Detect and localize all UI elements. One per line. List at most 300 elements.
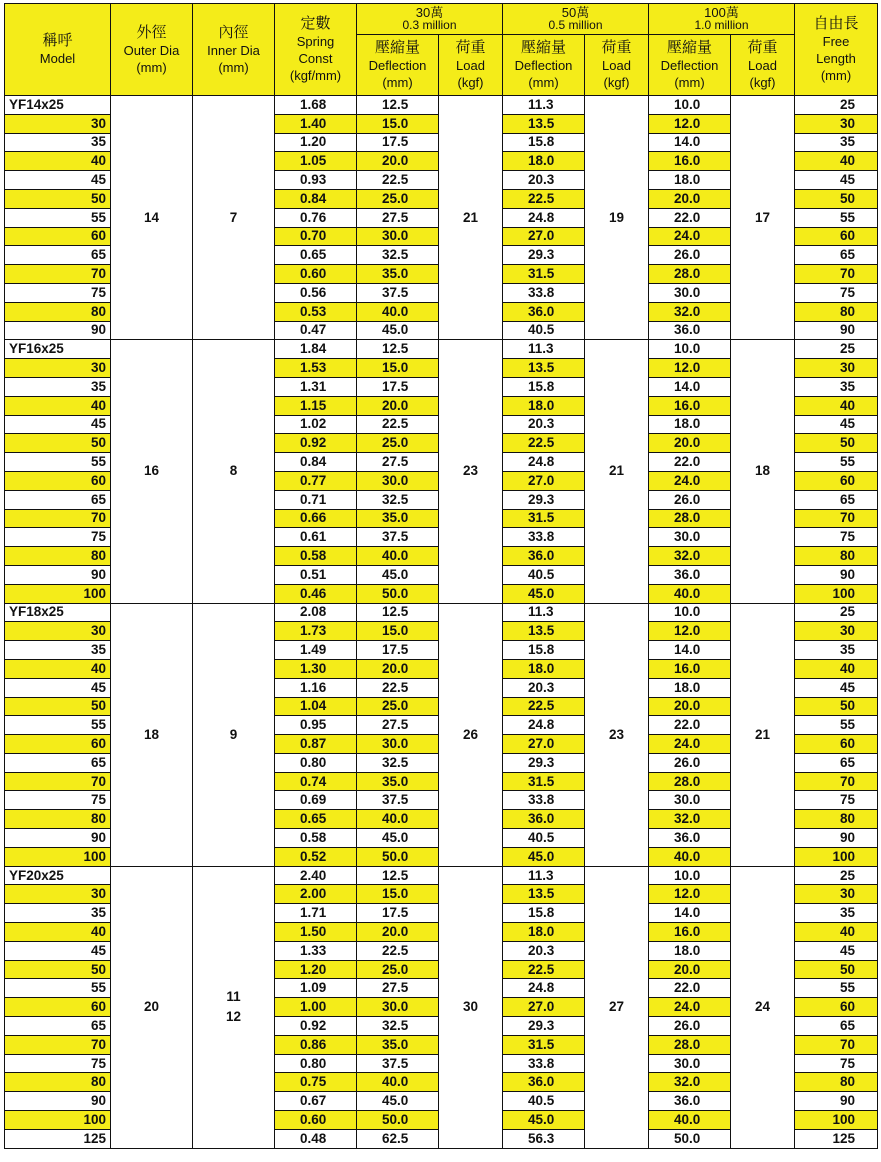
deflection-0.3m-cell: 40.0 [357,302,439,321]
deflection-0.3m-cell: 45.0 [357,829,439,848]
deflection-0.5m-cell: 29.3 [503,246,585,265]
model-cell: 100 [5,847,111,866]
deflection-0.5m-cell: 45.0 [503,847,585,866]
spring-const-cell: 1.02 [275,415,357,434]
load-1.0m-cell: 21 [731,603,795,866]
deflection-0.5m-cell: 31.5 [503,772,585,791]
deflection-0.5m-cell: 11.3 [503,96,585,115]
deflection-0.5m-cell: 13.5 [503,622,585,641]
model-cell: 90 [5,321,111,340]
deflection-0.3m-cell: 37.5 [357,791,439,810]
table-row [5,96,878,115]
deflection-1.0m-cell: 36.0 [649,321,731,340]
deflection-1.0m-cell: 28.0 [649,509,731,528]
outer-dia-cell: 16 [111,340,193,603]
deflection-0.5m-cell: 18.0 [503,923,585,942]
deflection-1.0m-cell: 36.0 [649,565,731,584]
deflection-0.3m-cell: 35.0 [357,772,439,791]
deflection-0.5m-cell: 31.5 [503,1035,585,1054]
deflection-0.3m-cell: 40.0 [357,547,439,566]
free-length-cell: 40 [795,923,878,942]
model-cell: 55 [5,716,111,735]
model-cell: 60 [5,735,111,754]
free-length-cell: 40 [795,659,878,678]
model-cell: 30 [5,359,111,378]
deflection-0.3m-cell: 22.5 [357,415,439,434]
free-length-cell: 30 [795,622,878,641]
deflection-1.0m-cell: 26.0 [649,753,731,772]
free-length-cell: 55 [795,453,878,472]
load-0.3m-cell: 26 [439,603,503,866]
spring-const-cell: 0.84 [275,189,357,208]
load-1.0m-cell: 17 [731,96,795,340]
model-cell: 30 [5,885,111,904]
spring-const-cell: 0.70 [275,227,357,246]
free-length-cell: 75 [795,791,878,810]
model-cell: 75 [5,1054,111,1073]
deflection-0.5m-cell: 22.5 [503,434,585,453]
deflection-0.3m-cell: 40.0 [357,1073,439,1092]
deflection-0.3m-cell: 30.0 [357,998,439,1017]
free-length-cell: 65 [795,1017,878,1036]
deflection-0.3m-cell: 32.5 [357,490,439,509]
free-length-cell: 55 [795,716,878,735]
spring-const-cell: 0.95 [275,716,357,735]
model-cell: 50 [5,960,111,979]
free-length-cell: 30 [795,114,878,133]
deflection-1.0m-cell: 10.0 [649,340,731,359]
free-length-cell: 80 [795,1073,878,1092]
free-length-cell: 35 [795,904,878,923]
free-length-cell: 50 [795,189,878,208]
spring-spec-sheet [4,3,877,1149]
deflection-1.0m-cell: 14.0 [649,133,731,152]
inner-dia-cell [193,866,275,1148]
deflection-1.0m-cell: 50.0 [649,1129,731,1148]
deflection-0.5m-cell: 40.5 [503,1092,585,1111]
deflection-0.5m-cell: 13.5 [503,359,585,378]
spring-const-cell: 0.53 [275,302,357,321]
model-cell: 35 [5,904,111,923]
deflection-0.5m-cell: 24.8 [503,208,585,227]
deflection-0.3m-cell: 45.0 [357,1092,439,1111]
deflection-1.0m-cell: 24.0 [649,471,731,490]
model-cell: 50 [5,697,111,716]
deflection-1.0m-cell: 16.0 [649,396,731,415]
deflection-0.5m-cell: 31.5 [503,265,585,284]
deflection-0.3m-cell: 15.0 [357,622,439,641]
outer-dia-cell: 18 [111,603,193,866]
model-cell: YF20x25 [5,866,111,885]
deflection-0.5m-cell: 33.8 [503,791,585,810]
free-length-cell: 125 [795,1129,878,1148]
model-cell: 70 [5,772,111,791]
header-deflection: 壓縮量 Deflection (mm) [357,35,439,96]
spring-const-cell: 1.00 [275,998,357,1017]
model-cell: 125 [5,1129,111,1148]
header-condition-0.5-million: 50萬 0.5 million [503,4,649,35]
spring-const-cell: 2.40 [275,866,357,885]
deflection-0.3m-cell: 45.0 [357,321,439,340]
free-length-cell: 25 [795,96,878,115]
spring-const-cell: 2.08 [275,603,357,622]
deflection-0.3m-cell: 37.5 [357,283,439,302]
model-cell: 100 [5,1111,111,1130]
model-cell: 60 [5,998,111,1017]
load-1.0m-cell: 24 [731,866,795,1148]
spring-const-cell: 0.60 [275,265,357,284]
header-outer-dia: 外徑 Outer Dia (mm) [111,4,193,96]
deflection-1.0m-cell: 26.0 [649,490,731,509]
deflection-0.3m-cell: 35.0 [357,509,439,528]
free-length-cell: 45 [795,678,878,697]
load-0.5m-cell: 19 [585,96,649,340]
deflection-1.0m-cell: 26.0 [649,1017,731,1036]
spring-const-cell: 1.68 [275,96,357,115]
header-condition-1.0-million: 100萬 1.0 million [649,4,795,35]
deflection-1.0m-cell: 32.0 [649,302,731,321]
deflection-0.3m-cell: 35.0 [357,1035,439,1054]
model-cell: 80 [5,810,111,829]
header-spring-const: 定數 Spring Const (kgf/mm) [275,4,357,96]
load-0.5m-cell: 23 [585,603,649,866]
free-length-cell: 90 [795,565,878,584]
deflection-1.0m-cell: 30.0 [649,528,731,547]
deflection-0.5m-cell: 36.0 [503,1073,585,1092]
deflection-1.0m-cell: 24.0 [649,735,731,754]
model-cell: 75 [5,528,111,547]
model-cell: 50 [5,189,111,208]
deflection-1.0m-cell: 12.0 [649,622,731,641]
free-length-cell: 40 [795,152,878,171]
deflection-0.3m-cell: 15.0 [357,885,439,904]
deflection-0.5m-cell: 11.3 [503,603,585,622]
free-length-cell: 80 [795,547,878,566]
deflection-0.3m-cell: 15.0 [357,114,439,133]
spring-const-cell: 1.73 [275,622,357,641]
inner-dia-value: 9 [229,726,238,742]
deflection-0.5m-cell: 56.3 [503,1129,585,1148]
model-cell: 65 [5,1017,111,1036]
deflection-1.0m-cell: 22.0 [649,716,731,735]
free-length-cell: 60 [795,998,878,1017]
inner-dia-value: 8 [229,463,238,479]
deflection-0.5m-cell: 24.8 [503,716,585,735]
header-condition-0.3-million: 30萬 0.3 million [357,4,503,35]
spring-const-cell: 0.92 [275,1017,357,1036]
model-cell: 45 [5,171,111,190]
model-cell: 90 [5,829,111,848]
deflection-0.5m-cell: 20.3 [503,415,585,434]
free-length-cell: 50 [795,434,878,453]
deflection-1.0m-cell: 28.0 [649,1035,731,1054]
deflection-0.3m-cell: 27.5 [357,453,439,472]
spring-const-cell: 0.58 [275,829,357,848]
deflection-0.3m-cell: 12.5 [357,866,439,885]
deflection-1.0m-cell: 12.0 [649,359,731,378]
load-0.3m-cell: 21 [439,96,503,340]
inner-dia-cell [193,340,275,603]
deflection-1.0m-cell: 40.0 [649,847,731,866]
spring-const-cell: 0.87 [275,735,357,754]
deflection-1.0m-cell: 16.0 [649,659,731,678]
spring-const-cell: 0.74 [275,772,357,791]
free-length-cell: 45 [795,415,878,434]
model-cell: 90 [5,1092,111,1111]
table-row [5,866,878,885]
deflection-0.3m-cell: 17.5 [357,377,439,396]
inner-dia-value: 12 [225,1009,242,1025]
deflection-1.0m-cell: 36.0 [649,829,731,848]
free-length-cell: 100 [795,1111,878,1130]
spring-const-cell: 0.48 [275,1129,357,1148]
outer-dia-cell: 14 [111,96,193,340]
spring-const-cell: 0.60 [275,1111,357,1130]
free-length-cell: 65 [795,490,878,509]
spring-const-cell: 1.05 [275,152,357,171]
free-length-cell: 25 [795,340,878,359]
model-cell: 55 [5,453,111,472]
deflection-1.0m-cell: 24.0 [649,227,731,246]
model-cell: 40 [5,152,111,171]
deflection-1.0m-cell: 12.0 [649,114,731,133]
deflection-1.0m-cell: 32.0 [649,547,731,566]
model-cell: 40 [5,396,111,415]
spring-const-cell: 0.77 [275,471,357,490]
spring-const-cell: 1.53 [275,359,357,378]
spring-const-cell: 0.84 [275,453,357,472]
deflection-0.3m-cell: 25.0 [357,960,439,979]
model-cell: 65 [5,246,111,265]
deflection-0.5m-cell: 24.8 [503,453,585,472]
spring-const-cell: 1.09 [275,979,357,998]
spring-const-cell: 1.15 [275,396,357,415]
free-length-cell: 40 [795,396,878,415]
deflection-0.3m-cell: 37.5 [357,528,439,547]
deflection-0.3m-cell: 30.0 [357,227,439,246]
spring-const-cell: 0.51 [275,565,357,584]
deflection-0.5m-cell: 33.8 [503,1054,585,1073]
deflection-1.0m-cell: 22.0 [649,208,731,227]
deflection-0.5m-cell: 33.8 [503,528,585,547]
spring-const-cell: 0.65 [275,246,357,265]
deflection-1.0m-cell: 24.0 [649,998,731,1017]
deflection-0.5m-cell: 29.3 [503,753,585,772]
model-cell: 65 [5,753,111,772]
model-cell: 35 [5,133,111,152]
spring-const-cell: 0.47 [275,321,357,340]
deflection-0.5m-cell: 15.8 [503,377,585,396]
table-row [5,340,878,359]
free-length-cell: 30 [795,359,878,378]
model-cell: 55 [5,208,111,227]
header-deflection: 壓縮量 Deflection (mm) [503,35,585,96]
deflection-0.3m-cell: 20.0 [357,152,439,171]
spring-const-cell: 1.50 [275,923,357,942]
model-cell: 80 [5,547,111,566]
deflection-0.5m-cell: 18.0 [503,659,585,678]
free-length-cell: 75 [795,528,878,547]
deflection-0.3m-cell: 17.5 [357,133,439,152]
spring-const-cell: 0.46 [275,584,357,603]
model-cell: 75 [5,791,111,810]
free-length-cell: 45 [795,941,878,960]
free-length-cell: 55 [795,208,878,227]
model-cell: 45 [5,678,111,697]
header-load: 荷重 Load (kgf) [731,35,795,96]
load-0.5m-cell: 27 [585,866,649,1148]
spring-const-cell: 0.80 [275,1054,357,1073]
deflection-0.5m-cell: 33.8 [503,283,585,302]
free-length-cell: 65 [795,246,878,265]
free-length-cell: 75 [795,283,878,302]
deflection-0.3m-cell: 22.5 [357,678,439,697]
free-length-cell: 90 [795,321,878,340]
deflection-1.0m-cell: 18.0 [649,171,731,190]
free-length-cell: 100 [795,584,878,603]
deflection-1.0m-cell: 20.0 [649,960,731,979]
model-cell: 70 [5,509,111,528]
deflection-1.0m-cell: 30.0 [649,283,731,302]
deflection-1.0m-cell: 16.0 [649,923,731,942]
load-0.3m-cell: 30 [439,866,503,1148]
free-length-cell: 25 [795,866,878,885]
deflection-0.5m-cell: 20.3 [503,171,585,190]
deflection-0.3m-cell: 20.0 [357,659,439,678]
deflection-0.5m-cell: 29.3 [503,1017,585,1036]
spring-const-cell: 1.30 [275,659,357,678]
free-length-cell: 80 [795,810,878,829]
deflection-0.3m-cell: 35.0 [357,265,439,284]
free-length-cell: 50 [795,697,878,716]
free-length-cell: 60 [795,471,878,490]
spring-const-cell: 0.56 [275,283,357,302]
deflection-0.3m-cell: 27.5 [357,979,439,998]
free-length-cell: 25 [795,603,878,622]
spring-const-cell: 0.71 [275,490,357,509]
model-cell: 70 [5,1035,111,1054]
model-cell: 75 [5,283,111,302]
deflection-1.0m-cell: 22.0 [649,453,731,472]
spring-const-cell: 0.65 [275,810,357,829]
free-length-cell: 50 [795,960,878,979]
deflection-0.5m-cell: 40.5 [503,321,585,340]
deflection-1.0m-cell: 28.0 [649,772,731,791]
deflection-1.0m-cell: 20.0 [649,434,731,453]
free-length-cell: 60 [795,227,878,246]
deflection-1.0m-cell: 36.0 [649,1092,731,1111]
spring-const-cell: 1.49 [275,641,357,660]
free-length-cell: 70 [795,265,878,284]
deflection-0.5m-cell: 27.0 [503,227,585,246]
deflection-1.0m-cell: 10.0 [649,603,731,622]
deflection-0.3m-cell: 62.5 [357,1129,439,1148]
spring-const-cell: 0.61 [275,528,357,547]
free-length-cell: 35 [795,133,878,152]
spring-const-cell: 1.84 [275,340,357,359]
deflection-1.0m-cell: 18.0 [649,415,731,434]
model-cell: 65 [5,490,111,509]
deflection-1.0m-cell: 14.0 [649,641,731,660]
model-cell: 30 [5,622,111,641]
deflection-0.5m-cell: 29.3 [503,490,585,509]
free-length-cell: 80 [795,302,878,321]
deflection-1.0m-cell: 18.0 [649,678,731,697]
model-cell: 55 [5,979,111,998]
deflection-1.0m-cell: 10.0 [649,96,731,115]
model-cell: 100 [5,584,111,603]
table-header [5,4,878,96]
deflection-0.3m-cell: 40.0 [357,810,439,829]
spring-const-cell: 0.67 [275,1092,357,1111]
deflection-0.3m-cell: 22.5 [357,941,439,960]
outer-dia-cell: 20 [111,866,193,1148]
deflection-0.5m-cell: 13.5 [503,114,585,133]
spring-const-cell: 0.52 [275,847,357,866]
header-load: 荷重 Load (kgf) [585,35,649,96]
deflection-0.5m-cell: 45.0 [503,584,585,603]
deflection-1.0m-cell: 14.0 [649,904,731,923]
header-model: 稱呼 Model [5,4,111,96]
model-cell: 40 [5,659,111,678]
model-cell: 60 [5,471,111,490]
header-deflection: 壓縮量 Deflection (mm) [649,35,731,96]
spring-const-cell: 1.71 [275,904,357,923]
header-inner-dia: 內徑 Inner Dia (mm) [193,4,275,96]
spring-const-cell: 1.33 [275,941,357,960]
deflection-0.3m-cell: 12.5 [357,603,439,622]
deflection-0.5m-cell: 27.0 [503,735,585,754]
free-length-cell: 70 [795,772,878,791]
deflection-0.3m-cell: 25.0 [357,189,439,208]
table-body [5,96,878,1149]
model-cell: 50 [5,434,111,453]
deflection-1.0m-cell: 26.0 [649,246,731,265]
deflection-1.0m-cell: 40.0 [649,1111,731,1130]
header-load: 荷重 Load (kgf) [439,35,503,96]
deflection-0.3m-cell: 22.5 [357,171,439,190]
deflection-0.5m-cell: 24.8 [503,979,585,998]
spring-const-cell: 0.69 [275,791,357,810]
deflection-0.5m-cell: 36.0 [503,810,585,829]
spring-const-cell: 0.92 [275,434,357,453]
free-length-cell: 45 [795,171,878,190]
inner-dia-cell [193,603,275,866]
spring-const-cell: 0.86 [275,1035,357,1054]
free-length-cell: 70 [795,509,878,528]
deflection-0.3m-cell: 20.0 [357,396,439,415]
model-cell: 60 [5,227,111,246]
deflection-0.5m-cell: 15.8 [503,641,585,660]
header-free-length: 自由長 Free Length (mm) [795,4,878,96]
model-cell: YF16x25 [5,340,111,359]
deflection-0.5m-cell: 22.5 [503,697,585,716]
model-cell: YF18x25 [5,603,111,622]
deflection-0.3m-cell: 12.5 [357,96,439,115]
free-length-cell: 70 [795,1035,878,1054]
deflection-0.3m-cell: 32.5 [357,1017,439,1036]
free-length-cell: 100 [795,847,878,866]
deflection-0.3m-cell: 12.5 [357,340,439,359]
deflection-1.0m-cell: 14.0 [649,377,731,396]
spring-const-cell: 1.04 [275,697,357,716]
deflection-0.5m-cell: 20.3 [503,941,585,960]
load-1.0m-cell: 18 [731,340,795,603]
deflection-0.3m-cell: 50.0 [357,847,439,866]
spring-const-cell: 2.00 [275,885,357,904]
deflection-0.3m-cell: 30.0 [357,735,439,754]
deflection-1.0m-cell: 32.0 [649,810,731,829]
